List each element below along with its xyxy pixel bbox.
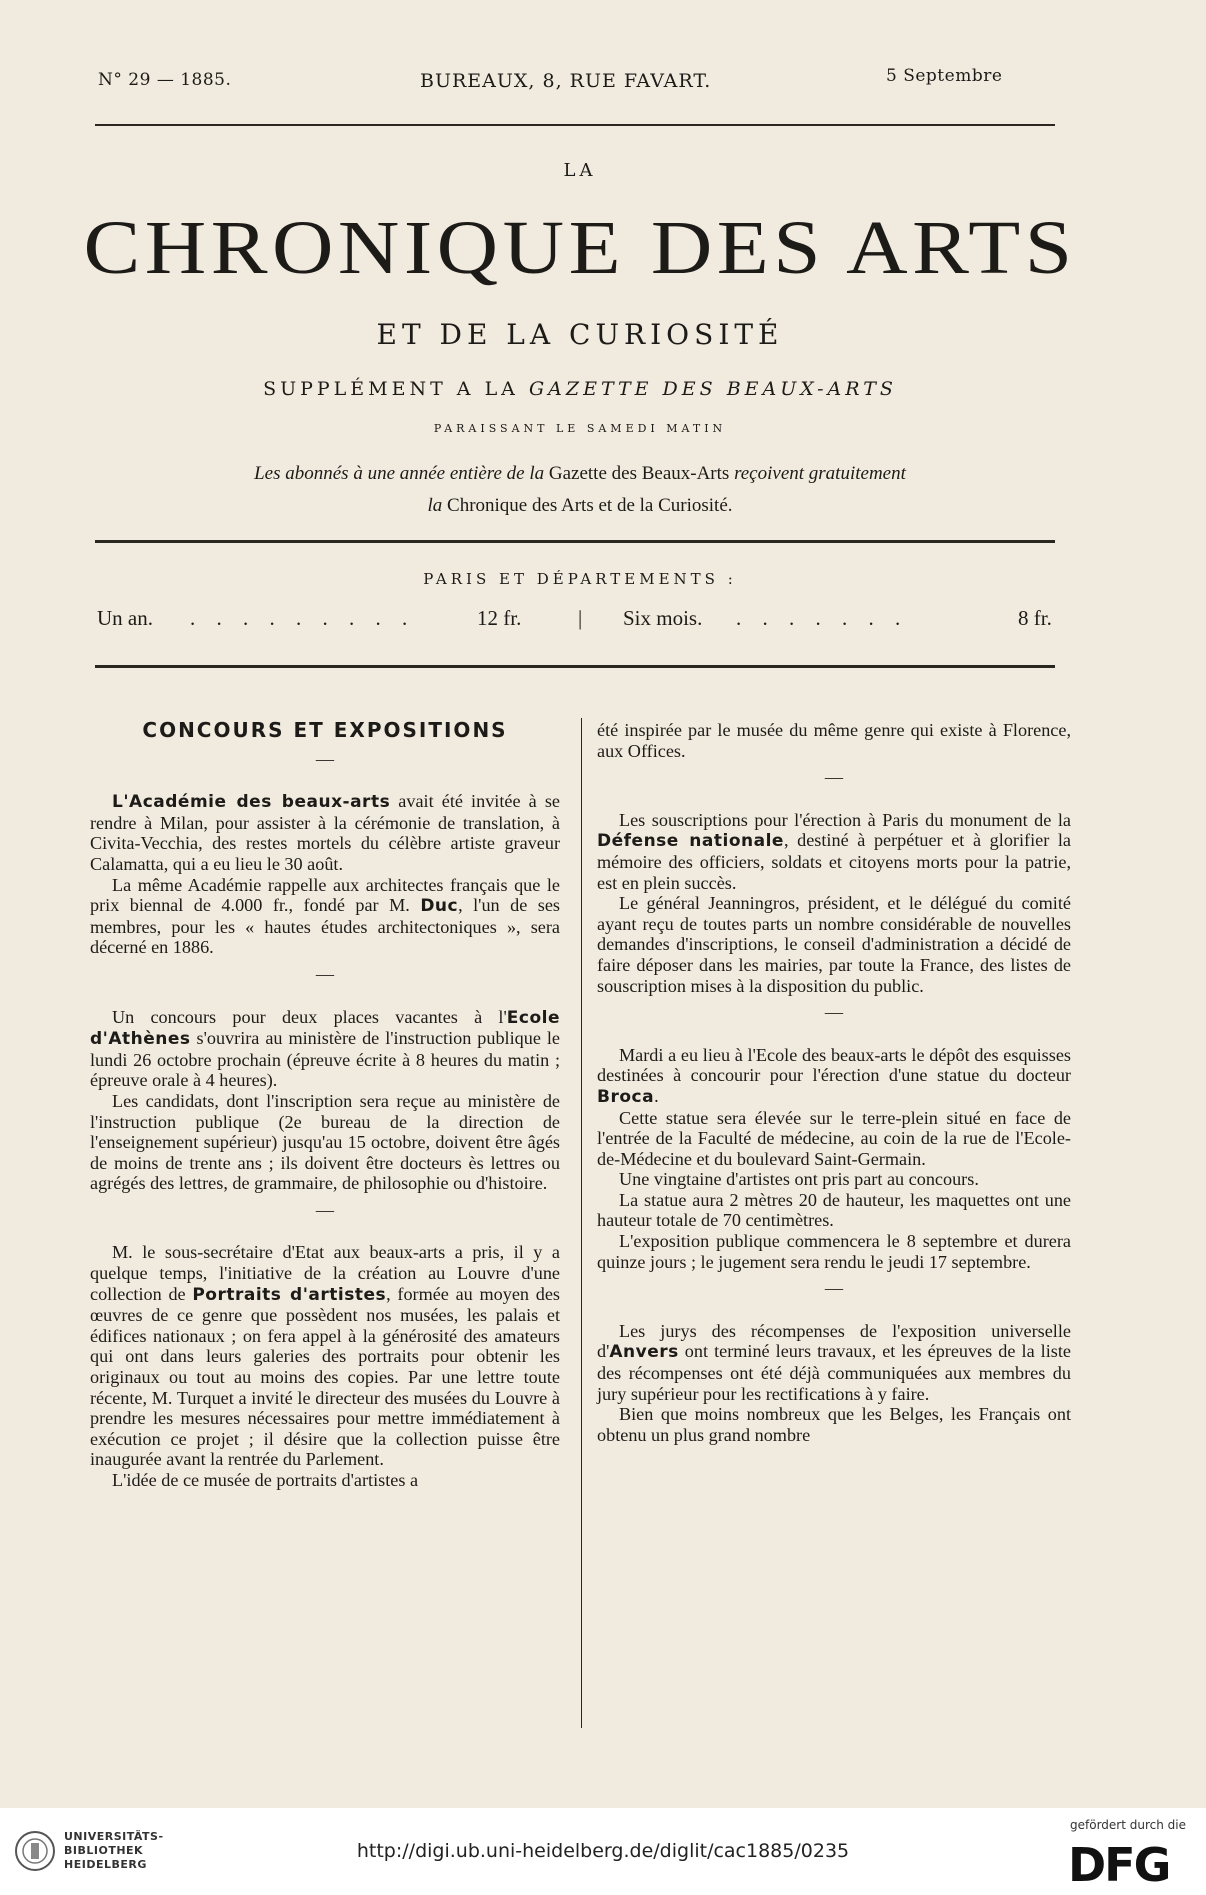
paragraph-text: , formée au moyen des œuvres de ce genre que possèdent nos musées, les palais et édifices nationaux ; on fera appel à la générosité des amateurs qui ont dans leurs galeries des portraits pour obtenir les originaux ou tout au moins des copies. Par une lettre toute récente, M. Turquet a invité le directeur des musées du Louvre à prendre les mesures nécessaires pour mettre immédiatement à exécution ce projet ; il désire que la collection puisse être inaugurée avant la rentrée du Parlement. bbox=[90, 1283, 560, 1470]
paragraph-text: M. le sous-secrétaire d'Etat aux beaux-arts a pris, il y a quelque temps, l'initiative de la création au Louvre d'une collection de bbox=[90, 1242, 560, 1304]
article-paragraph: Une vingtaine d'artistes ont pris part au concours. bbox=[619, 1169, 979, 1190]
library-name-line: BIBLIOTHEK bbox=[64, 1844, 144, 1857]
separator-dash: — bbox=[315, 1199, 335, 1220]
price-six-months-label: Six mois. bbox=[623, 606, 703, 630]
paragraph-text: Un concours pour deux places vacantes à l' bbox=[112, 1006, 507, 1027]
paragraph-text: Les jurys des récompenses de l'exposition universelle d' bbox=[597, 1320, 1071, 1362]
notice-text: Les abonnés à une année entière de la bbox=[254, 463, 545, 484]
article-paragraph: Bien que moins nombreux que les Belges, les Français ont obtenu un plus grand nombre bbox=[597, 1404, 1071, 1445]
price-separator: | bbox=[578, 606, 583, 630]
article-paragraph bbox=[90, 875, 560, 958]
left-column bbox=[90, 720, 560, 1491]
bold-term: Duc bbox=[420, 896, 459, 917]
price-year-label: Un an. bbox=[97, 606, 153, 630]
article-paragraph bbox=[90, 1242, 560, 1470]
article-paragraph: Cette statue sera élevée sur le terre-plein situé en face de l'entrée de la Faculté de médecine, au coin de la rue de l'Ecole-de-Médecine et du boulevard Saint-Germain. bbox=[597, 1107, 1071, 1169]
publication-schedule: PARAISSANT LE SAMEDI MATIN bbox=[433, 422, 727, 435]
bold-term: Broca bbox=[597, 1086, 655, 1107]
separator-dash: — bbox=[315, 748, 335, 769]
paragraph-text: , l'un de ses membres, pour les « hautes études architectoniques », sera décerné en 1886. bbox=[90, 895, 561, 958]
library-name-line: UNIVERSITÄTS- bbox=[64, 1830, 164, 1843]
price-rule bbox=[95, 665, 1055, 668]
digitization-footer bbox=[0, 1808, 1206, 1895]
price-six-months-value: 8 fr. bbox=[1018, 606, 1052, 630]
paragraph-text: . bbox=[654, 1085, 659, 1106]
funding-label: gefördert durch die bbox=[1070, 1818, 1186, 1832]
library-name-line: HEIDELBERG bbox=[64, 1858, 147, 1871]
paragraph-text: avait été invitée à se rendre à Milan, pour assister à la cérémonie de translation, à Civita-Vecchia, des restes mortels du célèbre artiste graveur Calamatta, qui a eu lieu le 30 août. bbox=[90, 791, 560, 874]
notice-chronique: Chronique des Arts et de la Curiosité. bbox=[447, 495, 733, 516]
separator-dash: — bbox=[824, 767, 844, 788]
paragraph-text: Les souscriptions pour l'érection à Paris du monument de la bbox=[619, 809, 1071, 830]
paragraph-text: ont terminé leurs travaux, et les épreuves de la liste des récompenses ont été déjà communiquées aux membres du jury supérieur pour les rectifications à y faire. bbox=[597, 1341, 1071, 1404]
dfg-logo: DFG bbox=[1068, 1838, 1170, 1892]
article-paragraph bbox=[90, 791, 560, 874]
masthead-subtitle: ET DE LA CURIOSITÉ bbox=[376, 318, 784, 351]
subscriber-notice bbox=[0, 458, 1160, 522]
article-paragraph bbox=[90, 1007, 560, 1091]
separator-dash: — bbox=[824, 1278, 844, 1299]
bold-term: Anvers bbox=[609, 1342, 679, 1363]
bold-term: Ecole d'Athènes bbox=[90, 1007, 560, 1050]
article-paragraph: L'idée de ce musée de portraits d'artistes a bbox=[112, 1470, 419, 1490]
masthead-title: CHRONIQUE DES ARTS bbox=[83, 206, 1077, 290]
article-paragraph bbox=[597, 1045, 1071, 1108]
article-paragraph bbox=[597, 810, 1071, 893]
office-address: BUREAUX, 8, RUE FAVART. bbox=[420, 70, 712, 92]
paragraph-text: , destiné à perpétuer et à glorifier la mémoire des officiers, soldats et citoyens morts pour la patrie, est en plein succès. bbox=[597, 830, 1072, 893]
masthead-rule bbox=[95, 540, 1055, 543]
article-paragraph: été inspirée par le musée du même genre qui existe à Florence, aux Offices. bbox=[597, 720, 1071, 761]
notice-text: reçoivent gratuitement bbox=[734, 463, 906, 484]
paragraph-text: s'ouvrira au ministère de l'instruction publique le lundi 26 octobre prochain (épreuve écrite à 8 heures du matin ; épreuve orale à 4 heures). bbox=[90, 1028, 560, 1091]
price-leader: . . . . . . . bbox=[736, 606, 909, 630]
price-year-value: 12 fr. bbox=[477, 606, 522, 630]
separator-dash: — bbox=[824, 1002, 844, 1023]
issue-date: 5 Septembre bbox=[886, 66, 1003, 86]
supplement-gazette: GAZETTE DES BEAUX-ARTS bbox=[528, 378, 897, 400]
article-paragraph: L'exposition publique commencera le 8 septembre et durera quinze jours ; le jugement sera rendu le jeudi 17 septembre. bbox=[597, 1231, 1071, 1272]
paragraph-text: La même Académie rappelle aux architectes français que le prix biennal de 4.000 fr., fondé par M. bbox=[90, 874, 560, 916]
issue-number: N° 29 — 1885. bbox=[98, 70, 232, 90]
price-leader: . . . . . . . . . bbox=[190, 606, 416, 630]
section-heading: CONCOURS ET EXPOSITIONS bbox=[142, 718, 508, 742]
top-rule bbox=[95, 124, 1055, 126]
column-divider bbox=[581, 718, 582, 1728]
price-heading: PARIS ET DÉPARTEMENTS : bbox=[423, 570, 737, 588]
supplement-line bbox=[0, 378, 1160, 400]
article-paragraph: Les candidats, dont l'inscription sera reçue au ministère de l'instruction publique (2e bureau de la direction de l'enseignement supérieur) jusqu'au 15 octobre, doivent être âgés de moins de trente ans ; ils doivent être docteurs ès lettres ou agrégés des lettres, de grammaire, de philosophie ou d'histoire. bbox=[90, 1090, 560, 1194]
bold-term: Portraits d'artistes bbox=[192, 1284, 387, 1305]
article-paragraph bbox=[597, 1321, 1071, 1404]
bold-term: Défense nationale bbox=[597, 831, 784, 852]
article-paragraph: La statue aura 2 mètres 20 de hauteur, les maquettes ont une hauteur totale de 70 centimètres. bbox=[597, 1189, 1071, 1231]
supplement-prefix: SUPPLÉMENT A LA bbox=[263, 378, 519, 400]
paragraph-text: Mardi a eu lieu à l'Ecole des beaux-arts le dépôt des esquisses destinées à concourir pour l'érection d'une statue du docteur bbox=[597, 1044, 1071, 1086]
right-column bbox=[597, 720, 1071, 1445]
article-paragraph: Le général Jeanningros, président, et le délégué du comité ayant reçu de toutes parts un nombre considérable de nouvelles demandes d'inscriptions, le conseil d'administration a décidé de faire déposer dans les mairies, par toute la France, des listes de souscription mises à la disposition du public. bbox=[597, 893, 1071, 996]
separator-dash: — bbox=[315, 963, 335, 984]
permalink[interactable]: http://digi.ub.uni-heidelberg.de/diglit/cac1885/0235 bbox=[356, 1840, 850, 1862]
notice-gazette: Gazette des Beaux-Arts bbox=[548, 463, 730, 484]
notice-text: la bbox=[427, 495, 443, 516]
title-article: LA bbox=[563, 160, 597, 181]
bold-term: L'Académie des beaux-arts bbox=[112, 792, 391, 813]
